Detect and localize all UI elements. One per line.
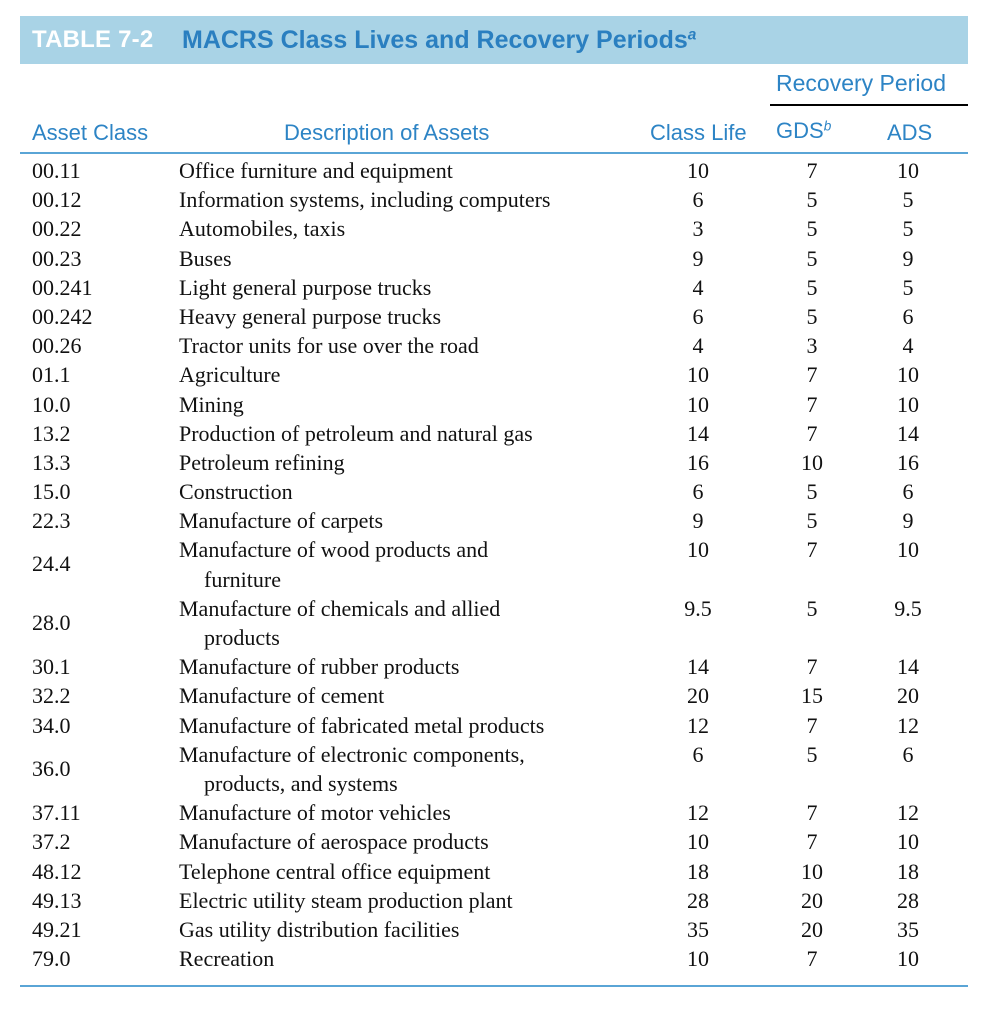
ads-cell: 6	[902, 303, 914, 329]
gds-header-text: GDS	[776, 118, 824, 143]
table-row	[0, 477, 1000, 506]
description-text: Manufacture of fabricated metal products	[179, 712, 545, 738]
ads-cell: 10	[897, 158, 919, 183]
description-continuation: products, and systems	[204, 770, 398, 796]
ads-cell: 28	[897, 887, 919, 913]
asset-class-cell: 28.0	[32, 609, 71, 635]
description-cell	[179, 214, 345, 243]
description-cell	[179, 944, 274, 973]
asset-class-cell: 00.23	[32, 245, 82, 271]
gds-cell: 5	[806, 187, 818, 213]
table-title	[182, 26, 696, 55]
gds-cell: 5	[806, 595, 818, 621]
gds-cell: 3	[806, 333, 818, 359]
asset-class-cell: 36.0	[32, 755, 71, 781]
ads-cell: 10	[897, 829, 919, 855]
table-row	[0, 711, 1000, 740]
class-life-cell: 10	[687, 946, 709, 972]
asset-class-cell: 15.0	[32, 479, 71, 505]
description-cell	[179, 390, 244, 419]
table-row	[0, 244, 1000, 273]
asset-class-header: Asset Class	[32, 120, 149, 145]
table-row	[0, 331, 1000, 360]
table-row	[0, 827, 1000, 856]
description-text: Construction	[179, 479, 293, 505]
description-cell	[179, 535, 488, 593]
header-rule	[20, 152, 968, 154]
description-cell	[179, 331, 479, 360]
ads-cell: 9	[902, 245, 914, 271]
gds-cell: 7	[806, 654, 818, 680]
recovery-period-header: Recovery Period	[776, 70, 947, 96]
description-cell	[179, 273, 431, 302]
gds-cell: 5	[806, 741, 818, 767]
ads-cell: 10	[897, 362, 919, 388]
description-continuation: products	[204, 625, 280, 651]
description-text: Electric utility steam production plant	[179, 887, 513, 913]
gds-cell: 5	[806, 508, 818, 534]
class-life-cell: 10	[687, 537, 709, 563]
asset-class-cell: 22.3	[32, 508, 71, 534]
description-text: Agriculture	[179, 362, 281, 388]
asset-class-cell: 00.26	[32, 333, 82, 359]
table-row	[0, 857, 1000, 886]
table-row	[0, 798, 1000, 827]
gds-cell: 20	[801, 916, 823, 942]
description-cell	[179, 448, 345, 477]
class-life-cell: 12	[687, 712, 709, 738]
class-life-cell: 18	[687, 858, 709, 884]
description-text: Buses	[179, 245, 232, 271]
class-life-cell: 14	[687, 654, 709, 680]
gds-cell: 7	[806, 391, 818, 417]
asset-class-cell: 49.13	[32, 887, 82, 913]
gds-cell: 5	[806, 245, 818, 271]
description-cell	[179, 185, 551, 214]
class-life-cell: 10	[687, 829, 709, 855]
gds-cell: 15	[801, 683, 823, 709]
ads-cell: 10	[897, 391, 919, 417]
description-text: Manufacture of carpets	[179, 508, 384, 534]
asset-class-cell: 37.11	[32, 800, 81, 826]
table-row	[0, 652, 1000, 681]
table-row	[0, 156, 1000, 185]
ads-cell: 6	[902, 741, 914, 767]
ads-cell: 35	[897, 916, 919, 942]
description-text: Production of petroleum and natural gas	[179, 420, 533, 446]
recovery-period-rule	[770, 104, 968, 106]
table-row	[0, 448, 1000, 477]
description-text: Manufacture of electronic components,	[179, 741, 525, 767]
asset-class-cell: 00.242	[32, 303, 93, 329]
ads-cell: 6	[902, 479, 914, 505]
asset-class-cell: 00.11	[32, 158, 81, 183]
description-cell	[179, 886, 513, 915]
asset-class-cell: 00.12	[32, 187, 82, 213]
table-row	[0, 944, 1000, 973]
asset-class-cell: 10.0	[32, 391, 71, 417]
ads-cell: 9	[902, 508, 914, 534]
table-number: TABLE 7-2	[32, 26, 154, 53]
description-text: Office furniture and equipment	[179, 158, 453, 183]
ads-cell: 14	[897, 654, 919, 680]
class-life-cell: 10	[687, 362, 709, 388]
table-title-text: MACRS Class Lives and Recovery Periods	[182, 26, 688, 54]
description-cell	[179, 477, 293, 506]
class-life-header: Class Life	[650, 120, 747, 145]
class-life-cell: 14	[687, 420, 709, 446]
description-continuation: furniture	[204, 566, 281, 592]
gds-cell: 7	[806, 829, 818, 855]
table-row	[0, 681, 1000, 710]
table-body	[0, 156, 1000, 973]
description-cell	[179, 302, 441, 331]
description-text: Manufacture of cement	[179, 683, 385, 709]
asset-class-cell: 13.3	[32, 449, 71, 475]
gds-header	[776, 118, 831, 144]
asset-class-cell: 37.2	[32, 829, 71, 855]
class-life-cell: 6	[692, 303, 704, 329]
table-row	[0, 594, 1000, 652]
asset-class-cell: 01.1	[32, 362, 71, 388]
description-header: Description of Assets	[284, 120, 490, 145]
class-life-cell: 6	[692, 479, 704, 505]
description-text: Petroleum refining	[179, 449, 345, 475]
ads-cell: 5	[902, 216, 914, 242]
asset-class-cell: 48.12	[32, 858, 82, 884]
table-row	[0, 360, 1000, 389]
class-life-cell: 6	[692, 187, 704, 213]
description-cell	[179, 857, 490, 886]
description-text: Automobiles, taxis	[179, 216, 346, 242]
class-life-cell: 9	[692, 508, 704, 534]
description-cell	[179, 594, 500, 652]
description-text: Information systems, including computers	[179, 187, 551, 213]
class-life-cell: 28	[687, 887, 709, 913]
gds-cell: 7	[806, 362, 818, 388]
class-life-cell: 16	[687, 449, 709, 475]
gds-cell: 7	[806, 158, 818, 183]
class-life-cell: 3	[692, 216, 704, 242]
ads-cell: 10	[897, 946, 919, 972]
table-row	[0, 185, 1000, 214]
description-cell	[179, 506, 383, 535]
gds-cell: 7	[806, 712, 818, 738]
asset-class-cell: 00.241	[32, 274, 93, 300]
description-text: Heavy general purpose trucks	[179, 303, 442, 329]
class-life-cell: 10	[687, 391, 709, 417]
ads-cell: 10	[897, 537, 919, 563]
asset-class-cell: 30.1	[32, 654, 71, 680]
description-cell	[179, 827, 489, 856]
gds-cell: 5	[806, 216, 818, 242]
description-text: Telephone central office equipment	[179, 858, 491, 884]
asset-class-cell: 00.22	[32, 216, 82, 242]
class-life-cell: 6	[692, 741, 704, 767]
gds-cell: 7	[806, 420, 818, 446]
description-cell	[179, 740, 525, 798]
description-text: Light general purpose trucks	[179, 274, 432, 300]
table-title-bar	[20, 16, 968, 64]
description-cell	[179, 244, 232, 273]
description-cell	[179, 360, 280, 389]
ads-cell: 5	[902, 274, 914, 300]
description-text: Manufacture of rubber products	[179, 654, 460, 680]
gds-cell: 20	[801, 887, 823, 913]
description-text: Gas utility distribution facilities	[179, 916, 460, 942]
asset-class-cell: 13.2	[32, 420, 71, 446]
class-life-cell: 4	[692, 333, 704, 359]
gds-cell: 10	[801, 449, 823, 475]
bottom-rule	[20, 985, 968, 987]
description-text: Manufacture of chemicals and allied	[179, 595, 501, 621]
ads-cell: 12	[897, 800, 919, 826]
asset-class-cell: 34.0	[32, 712, 71, 738]
ads-cell: 12	[897, 712, 919, 738]
class-life-cell: 9.5	[684, 595, 712, 621]
description-cell	[179, 915, 459, 944]
ads-cell: 5	[902, 187, 914, 213]
table-row	[0, 419, 1000, 448]
table-row	[0, 535, 1000, 593]
gds-cell: 7	[806, 537, 818, 563]
gds-cell: 5	[806, 479, 818, 505]
table-row	[0, 915, 1000, 944]
asset-class-cell: 32.2	[32, 683, 71, 709]
description-cell	[179, 419, 533, 448]
ads-cell: 14	[897, 420, 919, 446]
ads-cell: 16	[897, 449, 919, 475]
table-row	[0, 886, 1000, 915]
asset-class-cell: 24.4	[32, 551, 71, 577]
description-text: Tractor units for use over the road	[179, 333, 479, 359]
asset-class-cell: 49.21	[32, 916, 82, 942]
ads-cell: 18	[897, 858, 919, 884]
class-life-cell: 20	[687, 683, 709, 709]
gds-cell: 10	[801, 858, 823, 884]
description-cell	[179, 681, 384, 710]
class-life-cell: 12	[687, 800, 709, 826]
asset-class-cell: 79.0	[32, 946, 71, 972]
description-text: Recreation	[179, 946, 275, 972]
description-text: Manufacture of motor vehicles	[179, 800, 451, 826]
ads-cell: 9.5	[894, 595, 922, 621]
class-life-cell: 10	[687, 158, 709, 183]
table-row	[0, 740, 1000, 798]
description-cell	[179, 798, 451, 827]
gds-cell: 5	[806, 274, 818, 300]
table-row	[0, 506, 1000, 535]
gds-cell: 7	[806, 946, 818, 972]
ads-cell: 20	[897, 683, 919, 709]
description-cell	[179, 711, 544, 740]
gds-cell: 7	[806, 800, 818, 826]
ads-cell: 4	[902, 333, 914, 359]
class-life-cell: 9	[692, 245, 704, 271]
class-life-cell: 4	[692, 274, 704, 300]
gds-footnote-marker: b	[823, 118, 832, 134]
class-life-cell: 35	[687, 916, 709, 942]
description-text: Manufacture of aerospace products	[179, 829, 489, 855]
table-row	[0, 273, 1000, 302]
description-text: Mining	[179, 391, 244, 417]
table-row	[0, 302, 1000, 331]
description-text: Manufacture of wood products and	[179, 537, 489, 563]
title-footnote-marker: a	[687, 26, 697, 44]
description-cell	[179, 156, 453, 185]
table-row	[0, 214, 1000, 243]
table-row	[0, 390, 1000, 419]
description-cell	[179, 652, 459, 681]
ads-header: ADS	[887, 120, 933, 145]
gds-cell: 5	[806, 303, 818, 329]
